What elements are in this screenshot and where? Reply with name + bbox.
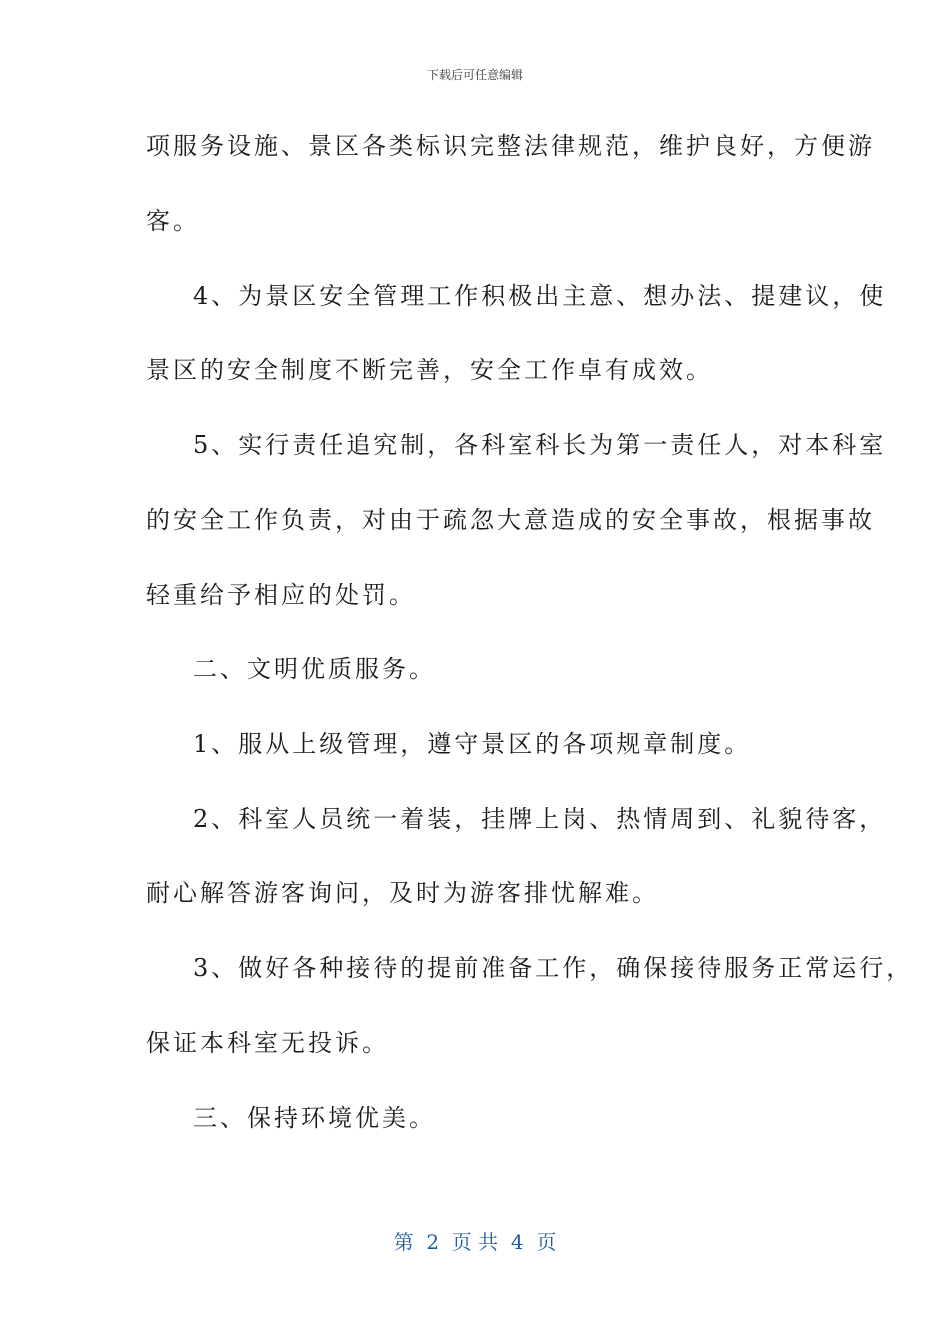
- body-line: 项服务设施、景区各类标识完整法律规范，维护良好，方便游: [146, 132, 875, 160]
- body-line: 耐心解答游客询问，及时为游客排忧解难。: [146, 879, 659, 907]
- body-line: 5、实行责任追究制，各科室科长为第一责任人，对本科室: [193, 431, 887, 459]
- body-line: 2、科室人员统一着装，挂牌上岗、热情周到、礼貌待客，: [193, 805, 887, 833]
- body-line: 景区的安全制度不断完善，安全工作卓有成效。: [146, 356, 713, 384]
- body-line: 3、做好各种接待的提前准备工作，确保接待服务正常运行，: [193, 954, 914, 982]
- section-heading: 三、保持环境优美。: [193, 1104, 436, 1132]
- page-number: 第 2 页 共 4 页: [393, 1230, 557, 1254]
- body-line: 4、为景区安全管理工作积极出主意、想办法、提建议，使: [193, 282, 887, 310]
- body-line: 的安全工作负责，对由于疏忽大意造成的安全事故，根据事故: [146, 506, 875, 534]
- body-line: 客。: [146, 207, 200, 235]
- body-line: 轻重给予相应的处罚。: [146, 581, 416, 609]
- header-note: 下载后可任意编辑: [426, 68, 523, 82]
- body-line: 保证本科室无投诉。: [146, 1029, 389, 1057]
- section-heading: 二、文明优质服务。: [193, 655, 436, 683]
- body-line: 1、服从上级管理，遵守景区的各项规章制度。: [193, 730, 752, 758]
